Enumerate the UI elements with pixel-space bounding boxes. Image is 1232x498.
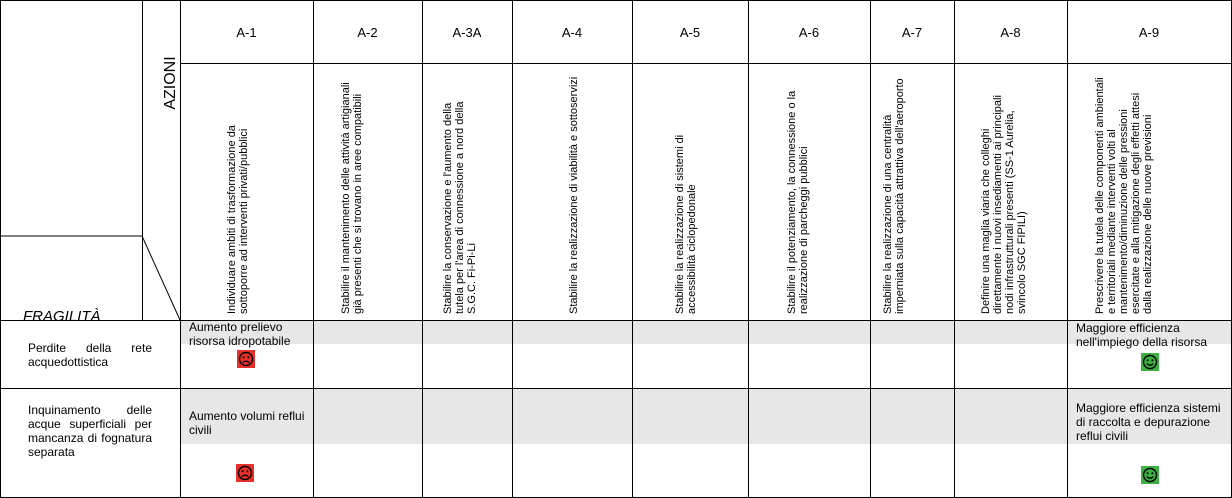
grid-line (313, 0, 314, 498)
grid-line (180, 63, 1232, 64)
grid-line (422, 0, 423, 498)
grid-line (512, 0, 513, 498)
effect-a1-row2: Aumento volumi reflui civili (189, 409, 305, 437)
grid-line (632, 0, 633, 498)
action-code-a2: A-2 (357, 25, 378, 40)
action-code-a1: A-1 (236, 25, 257, 40)
grid-line (0, 0, 1232, 1)
action-text-a1: Individuare ambiti di trasformazione da sottoporre ad interventi privati/pubblici (226, 125, 250, 314)
fragilita-label: FRAGILITÀ (23, 308, 101, 325)
row1-shade-band (180, 320, 1232, 344)
action-text-a7: Stabilire la realizzazione di una centralità imperniata sulla capacità attrattiva dell'aeroporto (882, 78, 906, 314)
action-text-a8: Definire una maglia viaria che colleghi direttamente i nuovi insediamenti ai principali nodi infrastrutturali presenti (SS-1 Aurelia, svincolo SGC FIPILI) (980, 95, 1028, 314)
action-text-a6: Stabilire il potenziamento, la connessione o la realizzazione di parcheggi pubblici (786, 90, 810, 314)
action-text-a5: Stabilire la realizzazione di sistemi di accessibilità ciclopedonale (674, 134, 698, 314)
action-code-a9: A-9 (1138, 25, 1160, 40)
header-diagonal (0, 0, 181, 321)
sad-face-icon (236, 464, 254, 482)
action-text-a4: Stabilire la realizzazione di viabilità e sottoservizi (568, 76, 580, 314)
action-text-a9: Prescrivere la tutela delle componenti ambientali e territoriali mediante interventi volti al mantenimento/diminuzione delle pressioni esercitate e alla mitigazione degli effetti attesi dalla realizzazione delle nuove previsioni (1094, 77, 1154, 314)
sad-face-icon (237, 350, 255, 368)
action-code-a8: A-8 (1000, 25, 1021, 40)
azioni-label: AZIONI (162, 56, 179, 110)
effect-a9-row2: Maggiore efficienza sistemi di raccolta e depurazione reflui civili (1076, 401, 1221, 443)
row2-shade-band (180, 388, 1232, 444)
effect-a9-row1: Maggiore efficienza nell'impiego della risorsa (1076, 321, 1208, 349)
grid-line (748, 0, 749, 498)
grid-line (0, 388, 1232, 389)
action-text-a3a: Stabilire la conservazione e l'aumento della tutela per l'area di connessione a nord della S.G.C. Fi-Pi-Li (442, 101, 478, 314)
action-code-a4: A-4 (561, 25, 583, 40)
smiley-face-icon (1141, 353, 1159, 371)
action-code-a3a: A-3A (452, 25, 482, 40)
grid-line (0, 320, 1232, 321)
fragility-label-row1: Perdite della rete acquedottistica (28, 341, 152, 369)
action-code-a6: A-6 (798, 25, 820, 40)
action-code-a7: A-7 (901, 25, 923, 40)
effect-a1-row1: Aumento prelievo risorsa idropotabile (189, 320, 291, 348)
fragility-label-row2: Inquinamento delle acque superficiali per mancanza di fognatura separata (28, 403, 152, 459)
grid-line (954, 0, 955, 498)
action-code-a5: A-5 (679, 25, 701, 40)
grid-line (870, 0, 871, 498)
action-text-a2: Stabilire il mantenimento delle attività artigianali già presenti che si trovano in aree compatibili (340, 82, 364, 314)
smiley-face-icon (1141, 466, 1159, 484)
